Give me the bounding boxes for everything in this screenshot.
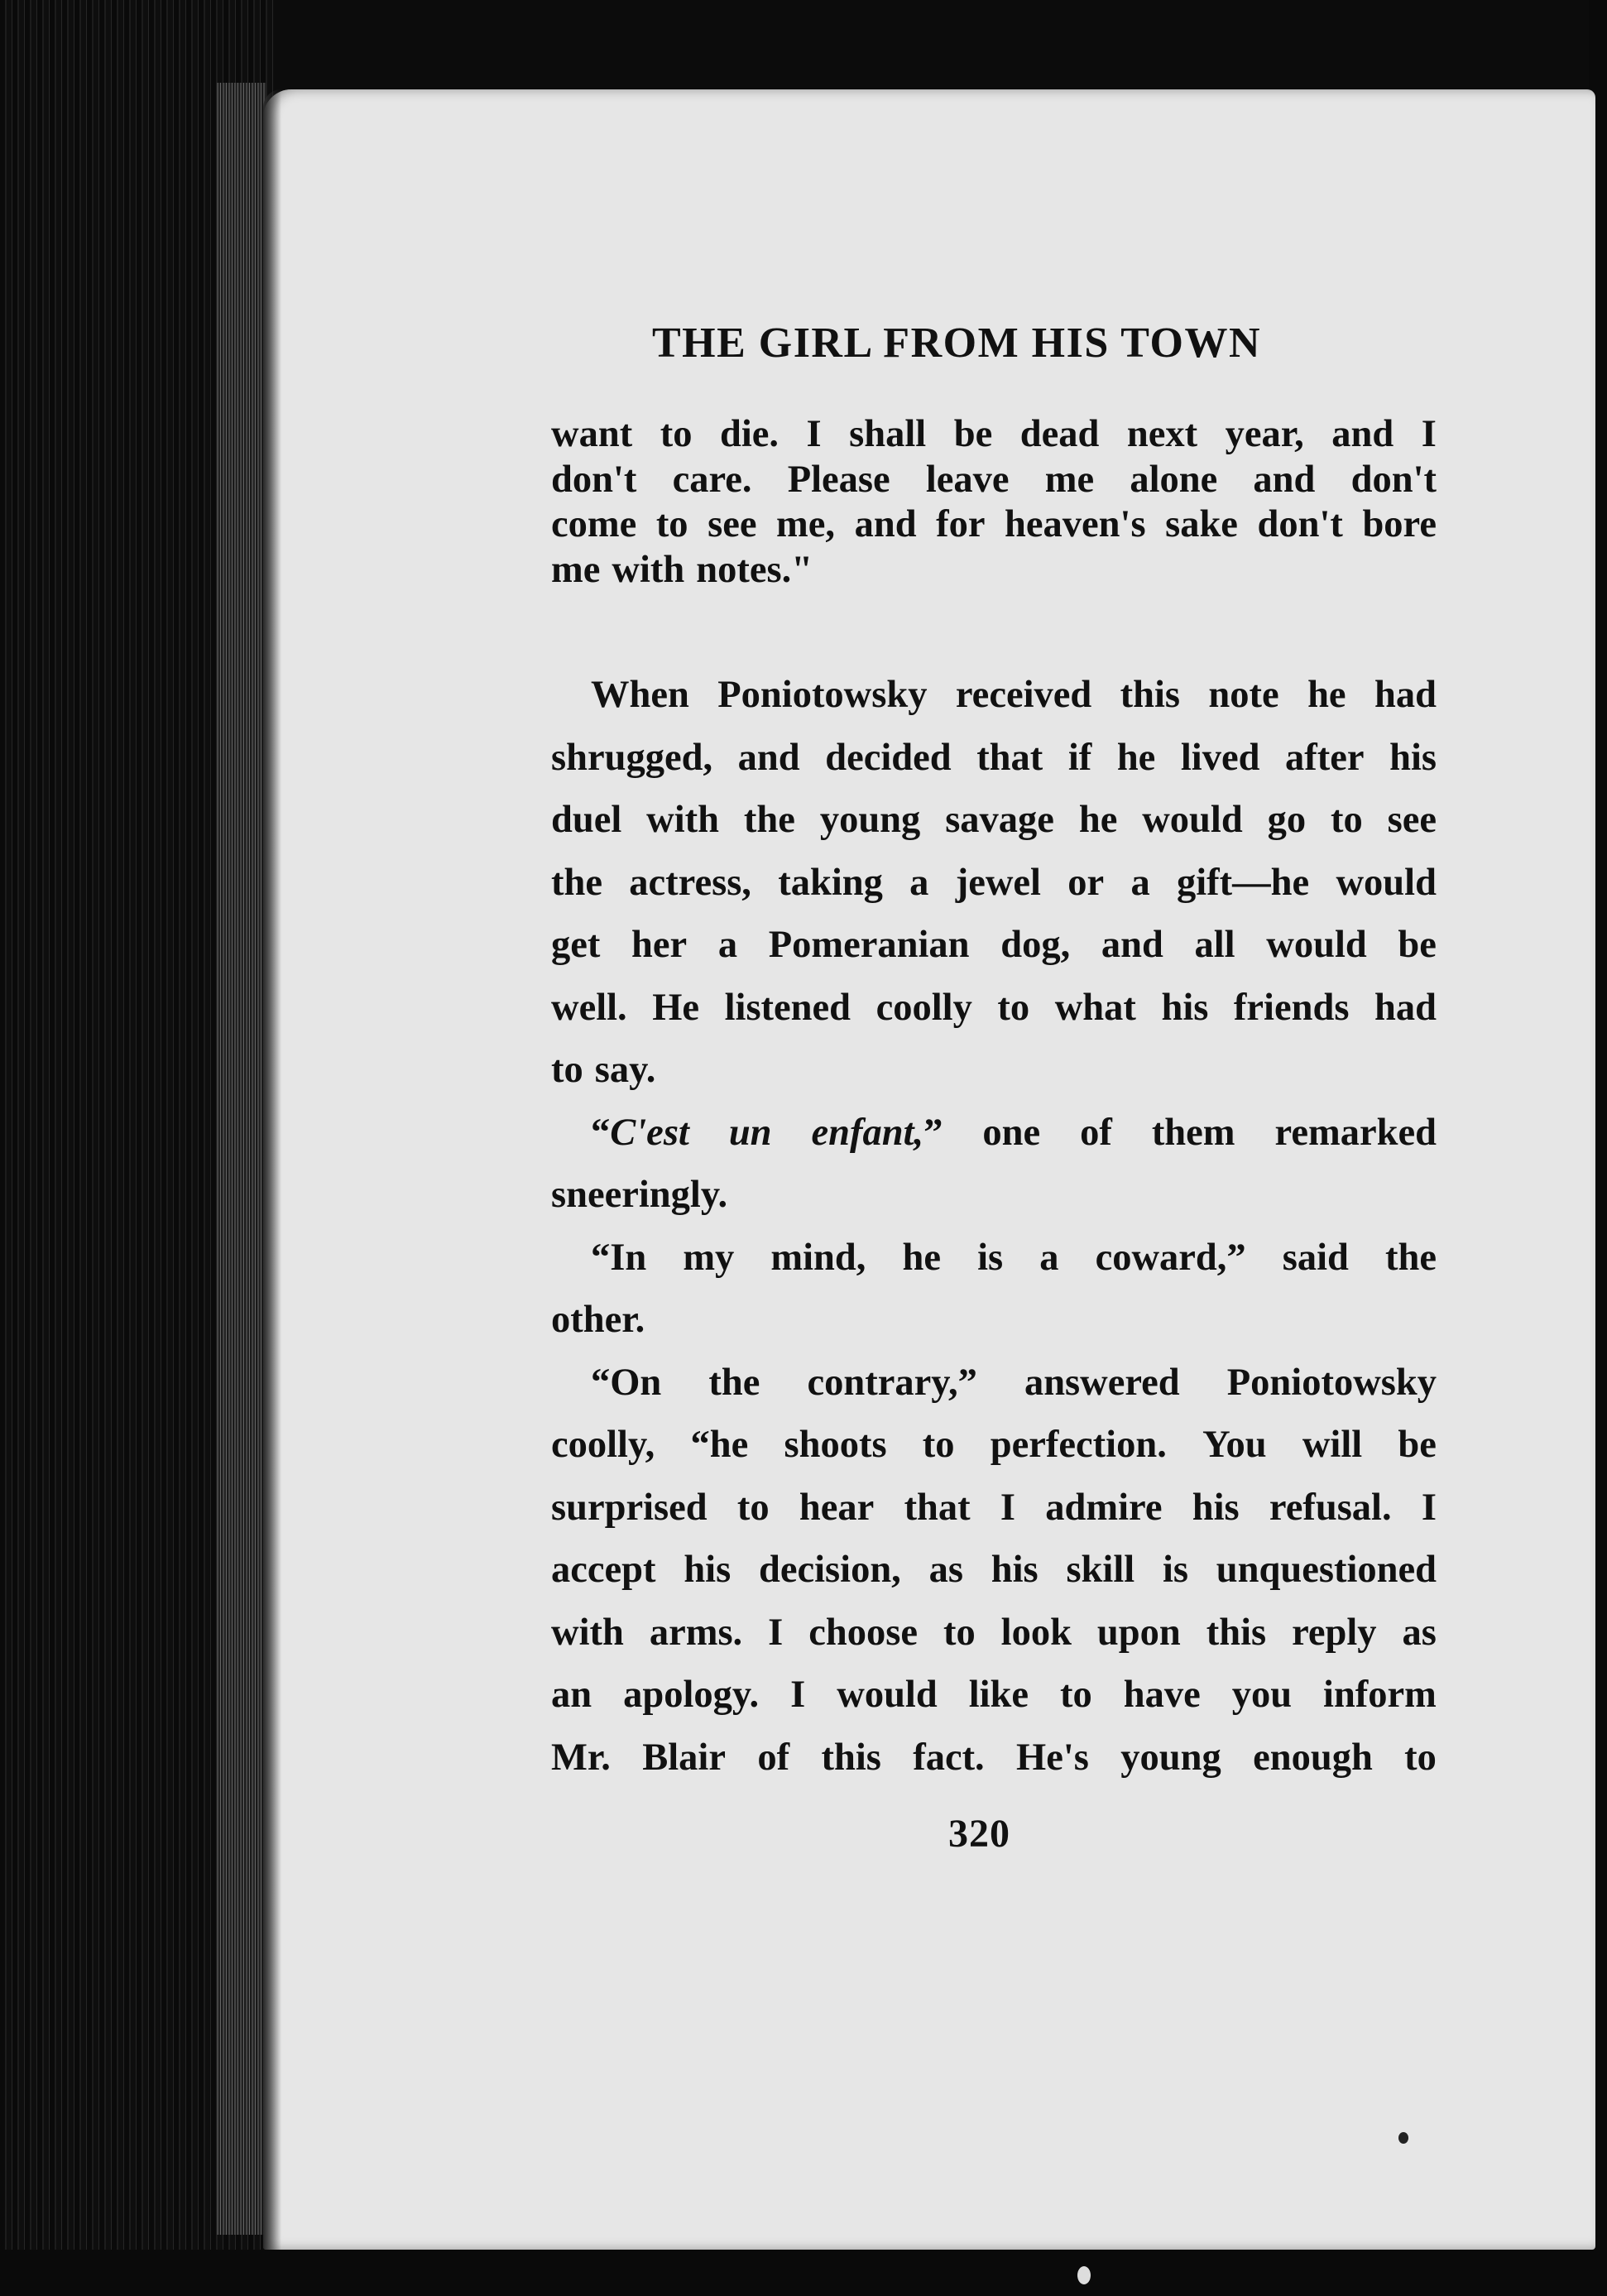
- text-line: shrugged, and decided that if he lived after his: [551, 736, 1437, 779]
- text-line: accept his decision, as his skill is unquestioned: [551, 1549, 1437, 1591]
- main-text: [551, 664, 1437, 1789]
- text-line: Mr. Blair of this fact. He's young enough to: [551, 1736, 1437, 1779]
- bottom-border: [0, 2250, 1607, 2296]
- text-line: me with notes.": [551, 548, 813, 591]
- page-edges: [217, 83, 266, 2235]
- text-line: “In my mind, he is a coward,” said the: [591, 1236, 1437, 1279]
- text-line: to say.: [551, 1049, 656, 1091]
- text-line: get her a Pomeranian dog, and all would be: [551, 924, 1437, 966]
- text-line: well. He listened coolly to what his friends had: [551, 986, 1437, 1029]
- text-line: other.: [551, 1299, 645, 1341]
- french-line: “C'est un enfant,” one of them remarked: [591, 1111, 1437, 1154]
- text-line: come to see me, and for heaven's sake don't bore: [551, 503, 1437, 545]
- scan-speck: [1077, 2266, 1091, 2284]
- text-line: sneeringly.: [551, 1174, 728, 1216]
- page-number: 320: [948, 1812, 1010, 1856]
- text-line: When Poniotowsky received this note he had: [591, 674, 1437, 716]
- text-line: “On the contrary,” answered Poniotowsky: [591, 1361, 1437, 1404]
- text-line: with arms. I choose to look upon this reply as: [551, 1611, 1437, 1654]
- text-line: surprised to hear that I admire his refusal. I: [551, 1486, 1437, 1529]
- scan-speck: [1398, 2132, 1408, 2144]
- running-head: THE GIRL FROM HIS TOWN: [651, 319, 1262, 367]
- text-line: the actress, taking a jewel or a gift—he would: [551, 861, 1437, 904]
- text-line: don't care. Please leave me alone and don't: [551, 458, 1437, 501]
- text-line: want to die. I shall be dead next year, and I: [551, 413, 1437, 455]
- text-line: coolly, “he shoots to perfection. You will be: [551, 1424, 1437, 1466]
- text-line: an apology. I would like to have you inform: [551, 1674, 1437, 1716]
- quote-paragraph: [551, 412, 1437, 593]
- text-line: duel with the young savage he would go to see: [551, 799, 1437, 841]
